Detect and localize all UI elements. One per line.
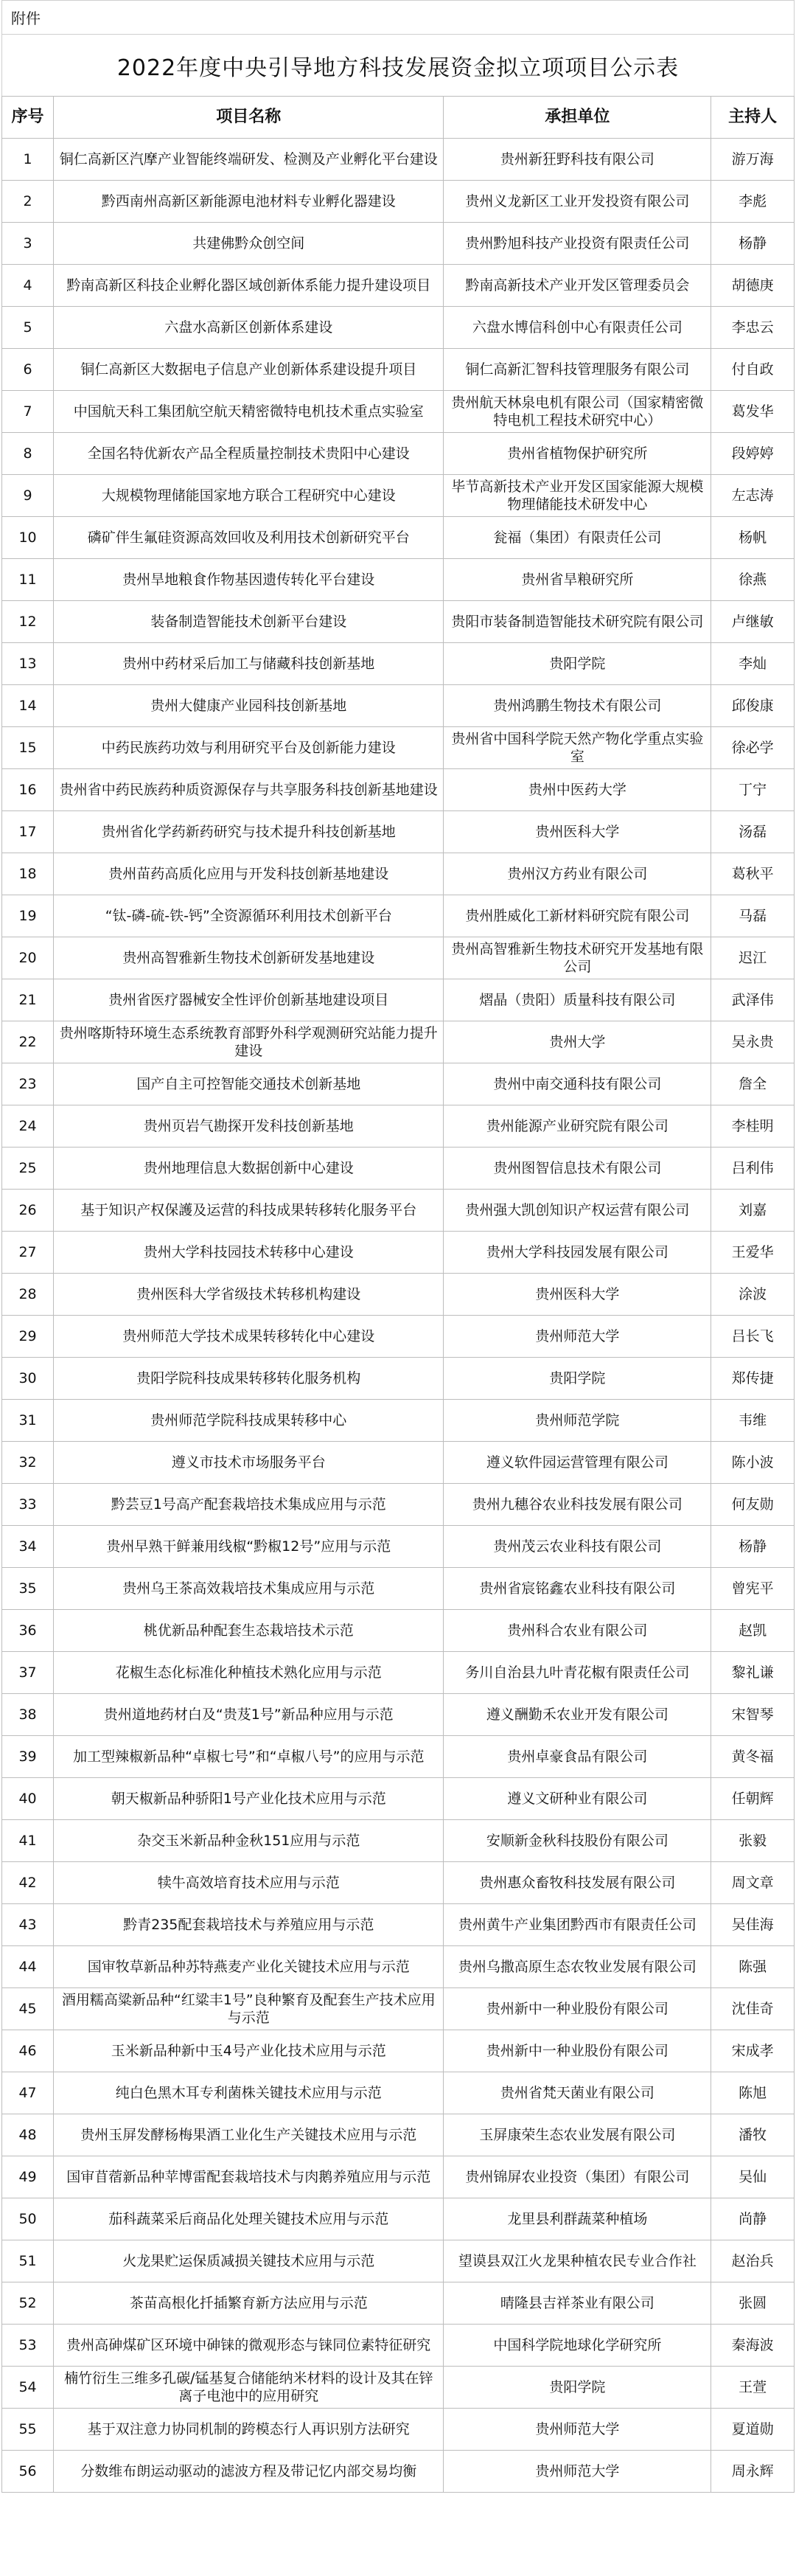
table-row: [2, 559, 795, 601]
cell-host: 任朝辉: [711, 1778, 795, 1820]
cell-host: 何友勋: [711, 1484, 795, 1526]
table-row: [2, 2240, 795, 2282]
cell-no: 8: [2, 433, 54, 475]
table-row: [2, 1694, 795, 1736]
cell-no: 20: [2, 937, 54, 979]
cell-host: 郑传捷: [711, 1358, 795, 1400]
table-row: [2, 1736, 795, 1778]
cell-unit: 贵州新中一种业股份有限公司: [444, 1988, 711, 2030]
cell-unit: 贵阳市装备制造智能技术研究院有限公司: [444, 601, 711, 643]
cell-no: 46: [2, 2030, 54, 2072]
cell-no: 21: [2, 979, 54, 1021]
cell-unit: 晴隆县吉祥茶业有限公司: [444, 2282, 711, 2325]
cell-no: 3: [2, 223, 54, 265]
cell-host: 吴永贵: [711, 1021, 795, 1063]
table-row: [2, 2325, 795, 2367]
cell-host: 周永辉: [711, 2451, 795, 2493]
cell-unit: 贵州高智雅新生物技术研究开发基地有限公司: [444, 937, 711, 979]
table-row: [2, 979, 795, 1021]
cell-project-name: 贵州省中药民族药种质资源保存与共享服务科技创新基地建设: [54, 769, 444, 811]
cell-unit: 铜仁高新汇智科技管理服务有限公司: [444, 349, 711, 391]
cell-unit: 熠晶（贵阳）质量科技有限公司: [444, 979, 711, 1021]
cell-no: 44: [2, 1946, 54, 1988]
cell-project-name: 黔芸豆1号高产配套栽培技术集成应用与示范: [54, 1484, 444, 1526]
cell-no: 30: [2, 1358, 54, 1400]
cell-host: 张毅: [711, 1820, 795, 1862]
cell-unit: 贵州省宸铭鑫农业科技有限公司: [444, 1568, 711, 1610]
cell-host: 赵凯: [711, 1610, 795, 1652]
cell-project-name: 桃优新品种配套生态栽培技术示范: [54, 1610, 444, 1652]
cell-project-name: 国产自主可控智能交通技术创新基地: [54, 1063, 444, 1105]
table-row: [2, 139, 795, 181]
cell-unit: 贵州图智信息技术有限公司: [444, 1148, 711, 1190]
cell-project-name: 磷矿伴生氟硅资源高效回收及利用技术创新研究平台: [54, 517, 444, 559]
cell-project-name: 贵州旱地粮食作物基因遗传转化平台建设: [54, 559, 444, 601]
cell-unit: 贵州胜威化工新材料研究院有限公司: [444, 895, 711, 937]
cell-project-name: 国审牧草新品种苏特燕麦产业化关键技术应用与示范: [54, 1946, 444, 1988]
table-row: [2, 1358, 795, 1400]
cell-project-name: 贵州道地药材白及“贵芨1号”新品种应用与示范: [54, 1694, 444, 1736]
cell-project-name: 全国名特优新农产品全程质量控制技术贵阳中心建设: [54, 433, 444, 475]
cell-project-name: 贵州高智雅新生物技术创新研发基地建设: [54, 937, 444, 979]
cell-host: 杨静: [711, 1526, 795, 1568]
cell-no: 47: [2, 2072, 54, 2114]
header-unit: 承担单位: [444, 97, 711, 139]
cell-no: 33: [2, 1484, 54, 1526]
cell-host: 夏道勋: [711, 2409, 795, 2451]
table-row: [2, 1105, 795, 1148]
cell-unit: 贵州强大凯创知识产权运营有限公司: [444, 1190, 711, 1232]
cell-host: 秦海波: [711, 2325, 795, 2367]
cell-project-name: 贵州高砷煤矿区环境中砷铼的微观形态与铼同位素特征研究: [54, 2325, 444, 2367]
cell-unit: 贵州黔旭科技产业投资有限责任公司: [444, 223, 711, 265]
cell-project-name: 六盘水高新区创新体系建设: [54, 307, 444, 349]
cell-project-name: 贵州中药材采后加工与储藏科技创新基地: [54, 643, 444, 685]
table-row: [2, 1862, 795, 1904]
cell-unit: 贵州师范大学: [444, 2451, 711, 2493]
cell-project-name: 遵义市技术市场服务平台: [54, 1442, 444, 1484]
table-row: [2, 517, 795, 559]
cell-unit: 贵州中医药大学: [444, 769, 711, 811]
table-row: [2, 1526, 795, 1568]
cell-project-name: 贵州玉屏发酵杨梅果酒工业化生产关键技术应用与示范: [54, 2114, 444, 2156]
cell-no: 7: [2, 391, 54, 433]
cell-no: 17: [2, 811, 54, 853]
cell-unit: 遵义酬勤禾农业开发有限公司: [444, 1694, 711, 1736]
cell-no: 38: [2, 1694, 54, 1736]
cell-no: 24: [2, 1105, 54, 1148]
header-project-name: 项目名称: [54, 97, 444, 139]
cell-unit: 贵州大学科技园发展有限公司: [444, 1232, 711, 1274]
table-row: [2, 1778, 795, 1820]
cell-unit: 望谟县双江火龙果种植农民专业合作社: [444, 2240, 711, 2282]
cell-host: 卢继敏: [711, 601, 795, 643]
cell-project-name: 贵州省医疗器械安全性评价创新基地建设项目: [54, 979, 444, 1021]
cell-unit: 贵州乌撒高原生态农牧业发展有限公司: [444, 1946, 711, 1988]
document-title: 2022年度中央引导地方科技发展资金拟立项项目公示表: [1, 34, 795, 96]
cell-project-name: 国审苜蓿新品种苹博雷配套栽培技术与肉鹅养殖应用与示范: [54, 2156, 444, 2198]
table-row: [2, 265, 795, 307]
cell-unit: 贵州鸿鹏生物技术有限公司: [444, 685, 711, 727]
table-row: [2, 1021, 795, 1063]
cell-no: 19: [2, 895, 54, 937]
cell-unit: 遵义文研种业有限公司: [444, 1778, 711, 1820]
cell-project-name: 装备制造智能技术创新平台建设: [54, 601, 444, 643]
cell-no: 39: [2, 1736, 54, 1778]
header-no: 序号: [2, 97, 54, 139]
cell-host: 胡德庚: [711, 265, 795, 307]
cell-project-name: 酒用糯高粱新品种“红粱丰1号”良种繁育及配套生产技术应用与示范: [54, 1988, 444, 2030]
table-row: [2, 601, 795, 643]
cell-host: 游万海: [711, 139, 795, 181]
table-row: [2, 937, 795, 979]
cell-unit: 贵州黄牛产业集团黔西市有限责任公司: [444, 1904, 711, 1946]
cell-project-name: 贵州苗药高质化应用与开发科技创新基地建设: [54, 853, 444, 895]
cell-no: 18: [2, 853, 54, 895]
cell-no: 48: [2, 2114, 54, 2156]
cell-unit: 贵阳学院: [444, 643, 711, 685]
cell-host: 宋成孝: [711, 2030, 795, 2072]
cell-no: 56: [2, 2451, 54, 2493]
cell-host: 黄冬福: [711, 1736, 795, 1778]
cell-host: 吕长飞: [711, 1316, 795, 1358]
cell-host: 段婷婷: [711, 433, 795, 475]
cell-unit: 贵州师范大学: [444, 2409, 711, 2451]
cell-unit: 贵阳学院: [444, 2367, 711, 2409]
cell-host: 陈旭: [711, 2072, 795, 2114]
table-row: [2, 391, 795, 433]
cell-project-name: 朝天椒新品种骄阳1号产业化技术应用与示范: [54, 1778, 444, 1820]
table-row: [2, 1274, 795, 1316]
cell-no: 12: [2, 601, 54, 643]
cell-no: 36: [2, 1610, 54, 1652]
cell-unit: 贵州科合农业有限公司: [444, 1610, 711, 1652]
cell-no: 31: [2, 1400, 54, 1442]
table-row: [2, 2072, 795, 2114]
cell-no: 25: [2, 1148, 54, 1190]
table-row: [2, 1484, 795, 1526]
cell-project-name: 花椒生态化标准化种植技术熟化应用与示范: [54, 1652, 444, 1694]
table-row: [2, 895, 795, 937]
cell-project-name: 贵州大健康产业园科技创新基地: [54, 685, 444, 727]
cell-project-name: 共建佛黔众创空间: [54, 223, 444, 265]
cell-no: 53: [2, 2325, 54, 2367]
cell-host: 马磊: [711, 895, 795, 937]
cell-no: 51: [2, 2240, 54, 2282]
project-table: [1, 96, 795, 2493]
cell-no: 49: [2, 2156, 54, 2198]
cell-project-name: 茄科蔬菜采后商品化处理关键技术应用与示范: [54, 2198, 444, 2240]
cell-project-name: 茶苗高根化扦插繁育新方法应用与示范: [54, 2282, 444, 2325]
cell-no: 50: [2, 2198, 54, 2240]
cell-unit: 贵州能源产业研究院有限公司: [444, 1105, 711, 1148]
cell-project-name: 贵州喀斯特环境生态系统教育部野外科学观测研究站能力提升建设: [54, 1021, 444, 1063]
cell-host: 陈小波: [711, 1442, 795, 1484]
cell-project-name: 贵州乌王茶高效栽培技术集成应用与示范: [54, 1568, 444, 1610]
table-row: [2, 1610, 795, 1652]
cell-project-name: 楠竹衍生三维多孔碳/锰基复合储能纳米材料的设计及其在锌离子电池中的应用研究: [54, 2367, 444, 2409]
cell-project-name: 贵州大学科技园技术转移中心建设: [54, 1232, 444, 1274]
cell-host: 左志涛: [711, 475, 795, 517]
cell-host: 李桂明: [711, 1105, 795, 1148]
cell-project-name: “钛-磷-硫-铁-钙”全资源循环利用技术创新平台: [54, 895, 444, 937]
cell-host: 黎礼谦: [711, 1652, 795, 1694]
cell-host: 刘嘉: [711, 1190, 795, 1232]
cell-host: 曾宪平: [711, 1568, 795, 1610]
table-row: [2, 2367, 795, 2409]
cell-host: 吕利伟: [711, 1148, 795, 1190]
cell-unit: 贵州大学: [444, 1021, 711, 1063]
cell-unit: 龙里县利群蔬菜种植场: [444, 2198, 711, 2240]
cell-host: 武泽伟: [711, 979, 795, 1021]
table-row: [2, 769, 795, 811]
cell-project-name: 中国航天科工集团航空航天精密微特电机技术重点实验室: [54, 391, 444, 433]
cell-no: 34: [2, 1526, 54, 1568]
table-row: [2, 1442, 795, 1484]
cell-no: 54: [2, 2367, 54, 2409]
cell-unit: 贵阳学院: [444, 1358, 711, 1400]
table-row: [2, 433, 795, 475]
cell-unit: 中国科学院地球化学研究所: [444, 2325, 711, 2367]
cell-project-name: 火龙果贮运保质减损关键技术应用与示范: [54, 2240, 444, 2282]
cell-host: 张圆: [711, 2282, 795, 2325]
table-row: [2, 1904, 795, 1946]
table-row: [2, 349, 795, 391]
cell-host: 韦维: [711, 1400, 795, 1442]
cell-project-name: 贵州早熟干鲜兼用线椒“黔椒12号”应用与示范: [54, 1526, 444, 1568]
cell-host: 迟江: [711, 937, 795, 979]
table-row: [2, 727, 795, 769]
cell-no: 32: [2, 1442, 54, 1484]
cell-project-name: 基于知识产权保護及运营的科技成果转移转化服务平台: [54, 1190, 444, 1232]
cell-no: 22: [2, 1021, 54, 1063]
table-row: [2, 1316, 795, 1358]
table-row: [2, 307, 795, 349]
cell-project-name: 黔南高新区科技企业孵化器区域创新体系能力提升建设项目: [54, 265, 444, 307]
cell-project-name: 分数维布朗运动驱动的滤波方程及带记忆内部交易均衡: [54, 2451, 444, 2493]
cell-no: 45: [2, 1988, 54, 2030]
cell-host: 涂波: [711, 1274, 795, 1316]
table-row: [2, 2451, 795, 2493]
table-row: [2, 475, 795, 517]
cell-host: 潘牧: [711, 2114, 795, 2156]
cell-no: 4: [2, 265, 54, 307]
cell-unit: 贵州新中一种业股份有限公司: [444, 2030, 711, 2072]
cell-host: 李忠云: [711, 307, 795, 349]
cell-host: 宋智琴: [711, 1694, 795, 1736]
table-row: [2, 1946, 795, 1988]
cell-no: 29: [2, 1316, 54, 1358]
table-row: [2, 1400, 795, 1442]
cell-host: 葛发华: [711, 391, 795, 433]
cell-project-name: 玉米新品种新中玉4号产业化技术应用与示范: [54, 2030, 444, 2072]
table-row: [2, 1568, 795, 1610]
cell-host: 丁宁: [711, 769, 795, 811]
cell-no: 26: [2, 1190, 54, 1232]
cell-no: 55: [2, 2409, 54, 2451]
cell-unit: 务川自治县九叶青花椒有限责任公司: [444, 1652, 711, 1694]
cell-project-name: 黔西南州高新区新能源电池材料专业孵化器建设: [54, 181, 444, 223]
cell-project-name: 贵阳学院科技成果转移转化服务机构: [54, 1358, 444, 1400]
cell-no: 27: [2, 1232, 54, 1274]
cell-host: 吴仙: [711, 2156, 795, 2198]
cell-unit: 贵州医科大学: [444, 1274, 711, 1316]
cell-host: 汤磊: [711, 811, 795, 853]
cell-no: 40: [2, 1778, 54, 1820]
cell-unit: 贵州师范学院: [444, 1400, 711, 1442]
cell-project-name: 犊牛高效培育技术应用与示范: [54, 1862, 444, 1904]
table-row: [2, 2198, 795, 2240]
cell-project-name: 铜仁高新区大数据电子信息产业创新体系建设提升项目: [54, 349, 444, 391]
table-row: [2, 1190, 795, 1232]
cell-project-name: 铜仁高新区汽摩产业智能终端研发、检测及产业孵化平台建设: [54, 139, 444, 181]
cell-unit: 安顺新金秋科技股份有限公司: [444, 1820, 711, 1862]
cell-no: 28: [2, 1274, 54, 1316]
table-header-row: [2, 97, 795, 139]
cell-project-name: 杂交玉米新品种金秋151应用与示范: [54, 1820, 444, 1862]
table-row: [2, 2282, 795, 2325]
cell-unit: 毕节高新技术产业开发区国家能源大规模物理储能技术研发中心: [444, 475, 711, 517]
cell-no: 11: [2, 559, 54, 601]
cell-unit: 贵州惠众畜牧科技发展有限公司: [444, 1862, 711, 1904]
cell-project-name: 贵州师范学院科技成果转移中心: [54, 1400, 444, 1442]
cell-unit: 贵州航天林泉电机有限公司（国家精密微特电机工程技术研究中心）: [444, 391, 711, 433]
cell-unit: 玉屏康荣生态农业发展有限公司: [444, 2114, 711, 2156]
cell-unit: 贵州中南交通科技有限公司: [444, 1063, 711, 1105]
cell-unit: 贵州省植物保护研究所: [444, 433, 711, 475]
cell-host: 詹全: [711, 1063, 795, 1105]
cell-no: 6: [2, 349, 54, 391]
cell-host: 徐燕: [711, 559, 795, 601]
cell-unit: 贵州新狂野科技有限公司: [444, 139, 711, 181]
table-row: [2, 1988, 795, 2030]
table-row: [2, 2156, 795, 2198]
cell-project-name: 大规模物理储能国家地方联合工程研究中心建设: [54, 475, 444, 517]
cell-project-name: 贵州师范大学技术成果转移转化中心建设: [54, 1316, 444, 1358]
table-body: [2, 139, 795, 2493]
cell-no: 2: [2, 181, 54, 223]
cell-host: 杨静: [711, 223, 795, 265]
cell-host: 付自政: [711, 349, 795, 391]
cell-project-name: 贵州页岩气勘探开发科技创新基地: [54, 1105, 444, 1148]
cell-unit: 贵州锦屏农业投资（集团）有限公司: [444, 2156, 711, 2198]
cell-host: 葛秋平: [711, 853, 795, 895]
table-row: [2, 643, 795, 685]
cell-project-name: 纯白色黑木耳专利菌株关键技术应用与示范: [54, 2072, 444, 2114]
cell-host: 沈佳奇: [711, 1988, 795, 2030]
cell-project-name: 基于双注意力协同机制的跨模态行人再识别方法研究: [54, 2409, 444, 2451]
table-row: [2, 1148, 795, 1190]
cell-no: 10: [2, 517, 54, 559]
cell-unit: 黔南高新技术产业开发区管理委员会: [444, 265, 711, 307]
cell-host: 李灿: [711, 643, 795, 685]
cell-unit: 贵州医科大学: [444, 811, 711, 853]
cell-unit: 贵州卓豪食品有限公司: [444, 1736, 711, 1778]
cell-host: 邱俊康: [711, 685, 795, 727]
cell-host: 李彪: [711, 181, 795, 223]
cell-no: 16: [2, 769, 54, 811]
table-row: [2, 685, 795, 727]
cell-unit: 贵州义龙新区工业开发投资有限公司: [444, 181, 711, 223]
cell-unit: 贵州省中国科学院天然产物化学重点实验室: [444, 727, 711, 769]
cell-project-name: 贵州地理信息大数据创新中心建设: [54, 1148, 444, 1190]
cell-unit: 贵州茂云农业科技有限公司: [444, 1526, 711, 1568]
cell-host: 徐必学: [711, 727, 795, 769]
cell-no: 41: [2, 1820, 54, 1862]
cell-no: 35: [2, 1568, 54, 1610]
table-row: [2, 1232, 795, 1274]
cell-unit: 贵州省梵天菌业有限公司: [444, 2072, 711, 2114]
cell-no: 42: [2, 1862, 54, 1904]
cell-unit: 贵州省旱粮研究所: [444, 559, 711, 601]
cell-no: 5: [2, 307, 54, 349]
cell-project-name: 加工型辣椒新品种“卓椒七号”和“卓椒八号”的应用与示范: [54, 1736, 444, 1778]
table-row: [2, 1820, 795, 1862]
cell-no: 23: [2, 1063, 54, 1105]
cell-unit: 遵义软件园运营管理有限公司: [444, 1442, 711, 1484]
table-row: [2, 2114, 795, 2156]
cell-project-name: 贵州省化学药新药研究与技术提升科技创新基地: [54, 811, 444, 853]
cell-project-name: 贵州医科大学省级技术转移机构建设: [54, 1274, 444, 1316]
cell-no: 15: [2, 727, 54, 769]
table-row: [2, 853, 795, 895]
cell-unit: 贵州汉方药业有限公司: [444, 853, 711, 895]
cell-no: 37: [2, 1652, 54, 1694]
cell-project-name: 中药民族药功效与利用研究平台及创新能力建设: [54, 727, 444, 769]
cell-host: 王爱华: [711, 1232, 795, 1274]
cell-host: 吴佳海: [711, 1904, 795, 1946]
header-host: 主持人: [711, 97, 795, 139]
cell-host: 赵治兵: [711, 2240, 795, 2282]
cell-host: 尚静: [711, 2198, 795, 2240]
table-row: [2, 1652, 795, 1694]
table-row: [2, 223, 795, 265]
cell-unit: 六盘水博信科创中心有限责任公司: [444, 307, 711, 349]
table-row: [2, 2030, 795, 2072]
cell-project-name: 黔青235配套栽培技术与养殖应用与示范: [54, 1904, 444, 1946]
cell-no: 14: [2, 685, 54, 727]
table-row: [2, 811, 795, 853]
cell-no: 52: [2, 2282, 54, 2325]
cell-host: 王萱: [711, 2367, 795, 2409]
cell-no: 13: [2, 643, 54, 685]
table-row: [2, 1063, 795, 1105]
cell-no: 1: [2, 139, 54, 181]
cell-host: 陈强: [711, 1946, 795, 1988]
table-row: [2, 181, 795, 223]
cell-no: 43: [2, 1904, 54, 1946]
cell-unit: 贵州师范大学: [444, 1316, 711, 1358]
cell-unit: 贵州九穗谷农业科技发展有限公司: [444, 1484, 711, 1526]
cell-host: 周文章: [711, 1862, 795, 1904]
cell-unit: 瓮福（集团）有限责任公司: [444, 517, 711, 559]
cell-host: 杨帆: [711, 517, 795, 559]
cell-no: 9: [2, 475, 54, 517]
table-row: [2, 2409, 795, 2451]
attachment-label: 附件: [1, 0, 795, 34]
